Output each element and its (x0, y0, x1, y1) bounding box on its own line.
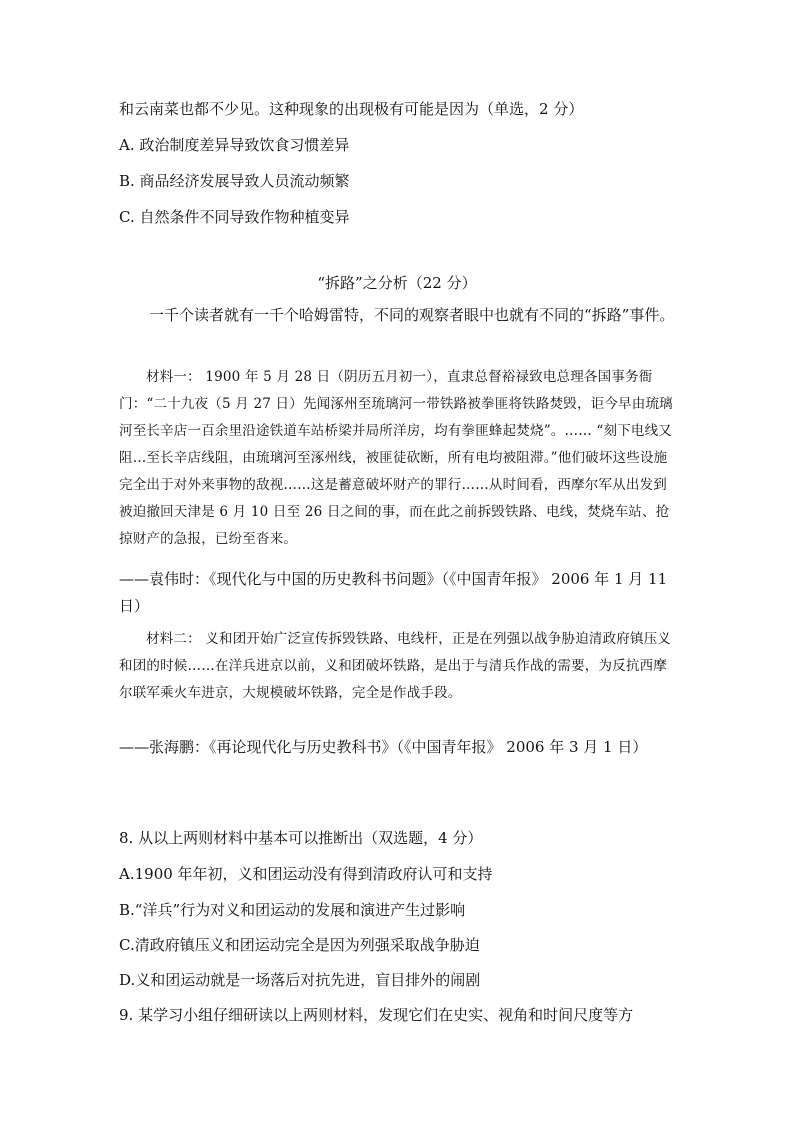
question-8-option-d: D.义和团运动就是一场落后对抗先进，盲目排外的闹剧 (119, 971, 481, 989)
question-8-option-b: B.“洋兵”行为对义和团运动的发展和演进产生过影响 (119, 901, 466, 919)
question-7-option-a: A. 政治制度差异导致饮食习惯差异 (119, 136, 350, 154)
section-intro: 一千个读者就有一千个哈姆雷特，不同的观察者眼中也就有不同的“拆路”事件。 (149, 306, 675, 324)
material-1-source: ——袁伟时：《现代化与中国的历史教科书问题》（《中国青年报》 2006 年 1 月 11 日） (119, 570, 668, 615)
question-7-option-c: C. 自然条件不同导致作物种植变异 (119, 208, 350, 226)
question-7-stem-end: 和云南菜也都不少见。这种现象的出现极有可能是因为（单选，2 分） (119, 100, 584, 118)
question-9-stem: 9. 某学习小组仔细研读以上两则材料，发现它们在史实、视角和时间尺度等方 (119, 1006, 634, 1024)
material-2-text: 材料二： 义和团开始广泛宣传拆毁铁路、电线杆，正是在列强以战争胁迫清政府镇压义和团的时候……在洋兵进京以前，义和团破坏铁路，是出于与清兵作战的需要，为反抗西摩尔联军乘火车进京，大规模破坏铁路，完全是作战手段。 (119, 631, 672, 701)
material-2-source: ——张海鹏：《再论现代化与历史教科书》（《中国青年报》 2006 年 3 月 1 日） (119, 738, 648, 756)
section-title: “拆路”之分析（22 分） (317, 274, 477, 292)
question-8-stem: 8. 从以上两则材料中基本可以推断出（双选题，4 分） (119, 829, 483, 847)
question-8-option-c: C.清政府镇压义和团运动完全是因为列强采取战争胁迫 (119, 936, 480, 954)
material-1-text: 材料一： 1900 年 5 月 28 日（阴历五月初一），直隶总督裕禄致电总理各国事务衙门：“二十九夜（5 月 27 日）先闻涿州至琉璃河一带铁路被拳匪将铁路焚毁，讵今早由琉璃河至长辛店一百余里沿途铁道车站桥梁并局所洋房，均有拳匪蜂起焚烧”。…… “刻下电线又阻…至长辛店线阻，由琉璃河至涿州线，被匪徒砍断，所有电均被阻滞。”他们破坏这些设施完全出于对外来事物的敌视……这是蓄意破坏财产的罪行……从时间看，西摩尔军从出发到被迫撤回天津是 6 月 10 日至 26 日之间的事，而在此之前拆毁铁路、电线，焚烧车站、抢掠财产的急报，已纷至沓来。 (119, 369, 673, 547)
question-7-option-b: B. 商品经济发展导致人员流动频繁 (119, 172, 350, 190)
question-8-option-a: A.1900 年年初，义和团运动没有得到清政府认可和支持 (119, 865, 493, 883)
